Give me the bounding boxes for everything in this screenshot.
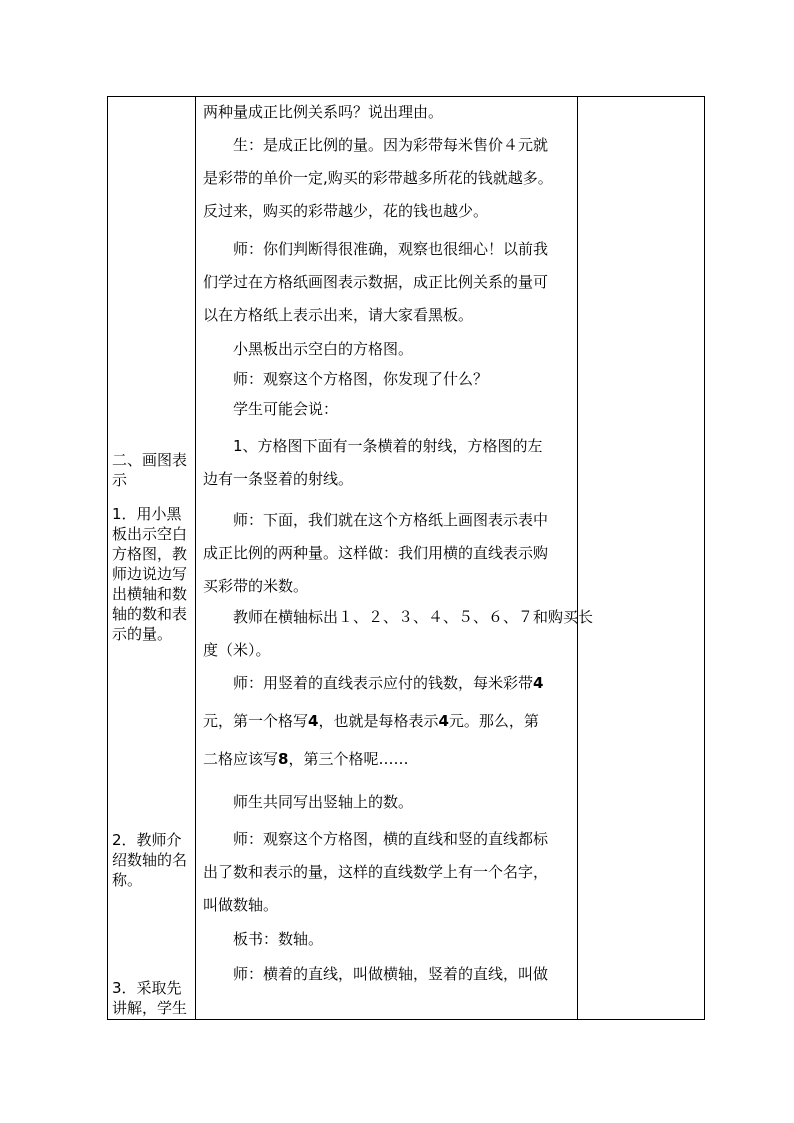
text-segment: ，第三个格呢…… bbox=[288, 750, 409, 768]
number-segment: 8 bbox=[278, 750, 289, 768]
teaching-notes-column bbox=[112, 96, 190, 1016]
text-line bbox=[203, 740, 571, 778]
text-line bbox=[203, 664, 571, 702]
text-line: 师：观察这个方格图，横的直线和竖的直线都标 bbox=[233, 830, 549, 848]
paragraph-observe bbox=[203, 363, 571, 396]
text-line: 学生可能会说： bbox=[233, 400, 339, 418]
paragraph-students-may-say bbox=[203, 393, 571, 426]
text-line: 度（米）。 bbox=[203, 641, 271, 659]
paragraph-question bbox=[203, 96, 571, 129]
text-line: 出了数和表示的量，这样的直线数学上有一个名字， bbox=[203, 863, 549, 881]
paragraph-blackboard bbox=[203, 333, 571, 366]
teaching-note-2: 2．教师介绍数轴的名称。 bbox=[112, 831, 188, 889]
text-segment: 元。那么，第 bbox=[448, 712, 539, 730]
text-line: 小黑板出示空白的方格图。 bbox=[233, 340, 414, 358]
text-line: 叫做数轴。 bbox=[203, 896, 279, 914]
number-segment: 4 bbox=[308, 712, 319, 730]
teaching-note-3: 3．采取先讲解，学生 bbox=[112, 979, 188, 1017]
text-line: 两种量成正比例关系吗？说出理由。 bbox=[203, 103, 444, 121]
text-line: 生：是成正比例的量。因为彩带每米售价４元就 bbox=[233, 136, 549, 154]
paragraph-teacher-praise bbox=[203, 233, 571, 332]
text-line: 师：你们判断得很准确，观察也很细心！以前我 bbox=[233, 240, 549, 258]
text-line: 是彩带的单价一定,购买的彩带越多所花的钱就越多。 bbox=[203, 169, 553, 187]
paragraph-student-answer bbox=[203, 129, 571, 228]
text-segment: 元，第一个格写 bbox=[203, 712, 309, 730]
text-line: 成正比例的两种量。这样做：我们用横的直线表示购 bbox=[203, 544, 549, 562]
text-segment: 师：用竖着的直线表示应付的钱数，每米彩带 bbox=[233, 674, 534, 692]
paragraph-horizontal-axis bbox=[203, 601, 594, 667]
text-line: 反过来，购买的彩带越少，花的钱也越少。 bbox=[203, 202, 489, 220]
column-divider-right bbox=[577, 96, 578, 1020]
text-line: 们学过在方格纸画图表示数据，成正比例关系的量可 bbox=[203, 273, 549, 291]
paragraph-rays bbox=[203, 430, 571, 496]
number-segment: 4 bbox=[533, 674, 544, 692]
text-segment: ，也就是每格表示 bbox=[318, 712, 439, 730]
paragraph-write-vertical bbox=[203, 786, 571, 819]
text-line: 师：观察这个方格图，你发现了什么？ bbox=[233, 370, 489, 388]
text-line: 教师在横轴标出１、２、３、４、５、６、７和购买长 bbox=[233, 608, 594, 626]
text-line: 师：横着的直线，叫做横轴，竖着的直线，叫做 bbox=[233, 965, 549, 983]
paragraph-board-writing bbox=[203, 923, 571, 956]
text-segment: 二格应该写 bbox=[203, 750, 279, 768]
teaching-note-1: 1．用小黑板出示空白方格图，教师边说边写出横轴和数轴的数和表示的量。 bbox=[112, 505, 188, 643]
paragraph-number-axis bbox=[203, 823, 571, 922]
text-line: 以在方格纸上表示出来，请大家看黑板。 bbox=[203, 306, 474, 324]
text-line bbox=[203, 702, 571, 740]
column-divider-left bbox=[195, 96, 196, 1020]
section-title: 二、画图表示 bbox=[112, 451, 188, 489]
number-segment: 4 bbox=[438, 712, 449, 730]
paragraph-axes-names bbox=[203, 958, 571, 991]
text-line: 买彩带的米数。 bbox=[203, 577, 309, 595]
paragraph-vertical-axis bbox=[203, 664, 571, 778]
text-line: 师：下面，我们就在这个方格纸上画图表示表中 bbox=[233, 511, 549, 529]
text-line: 边有一条竖着的射线。 bbox=[203, 470, 354, 488]
text-line: 板书：数轴。 bbox=[233, 930, 324, 948]
paragraph-draw-graph bbox=[203, 504, 571, 603]
text-line: 师生共同写出竖轴上的数。 bbox=[233, 793, 414, 811]
teaching-process-column bbox=[203, 96, 594, 1016]
text-line: 1、方格图下面有一条横着的射线，方格图的左 bbox=[233, 437, 543, 455]
